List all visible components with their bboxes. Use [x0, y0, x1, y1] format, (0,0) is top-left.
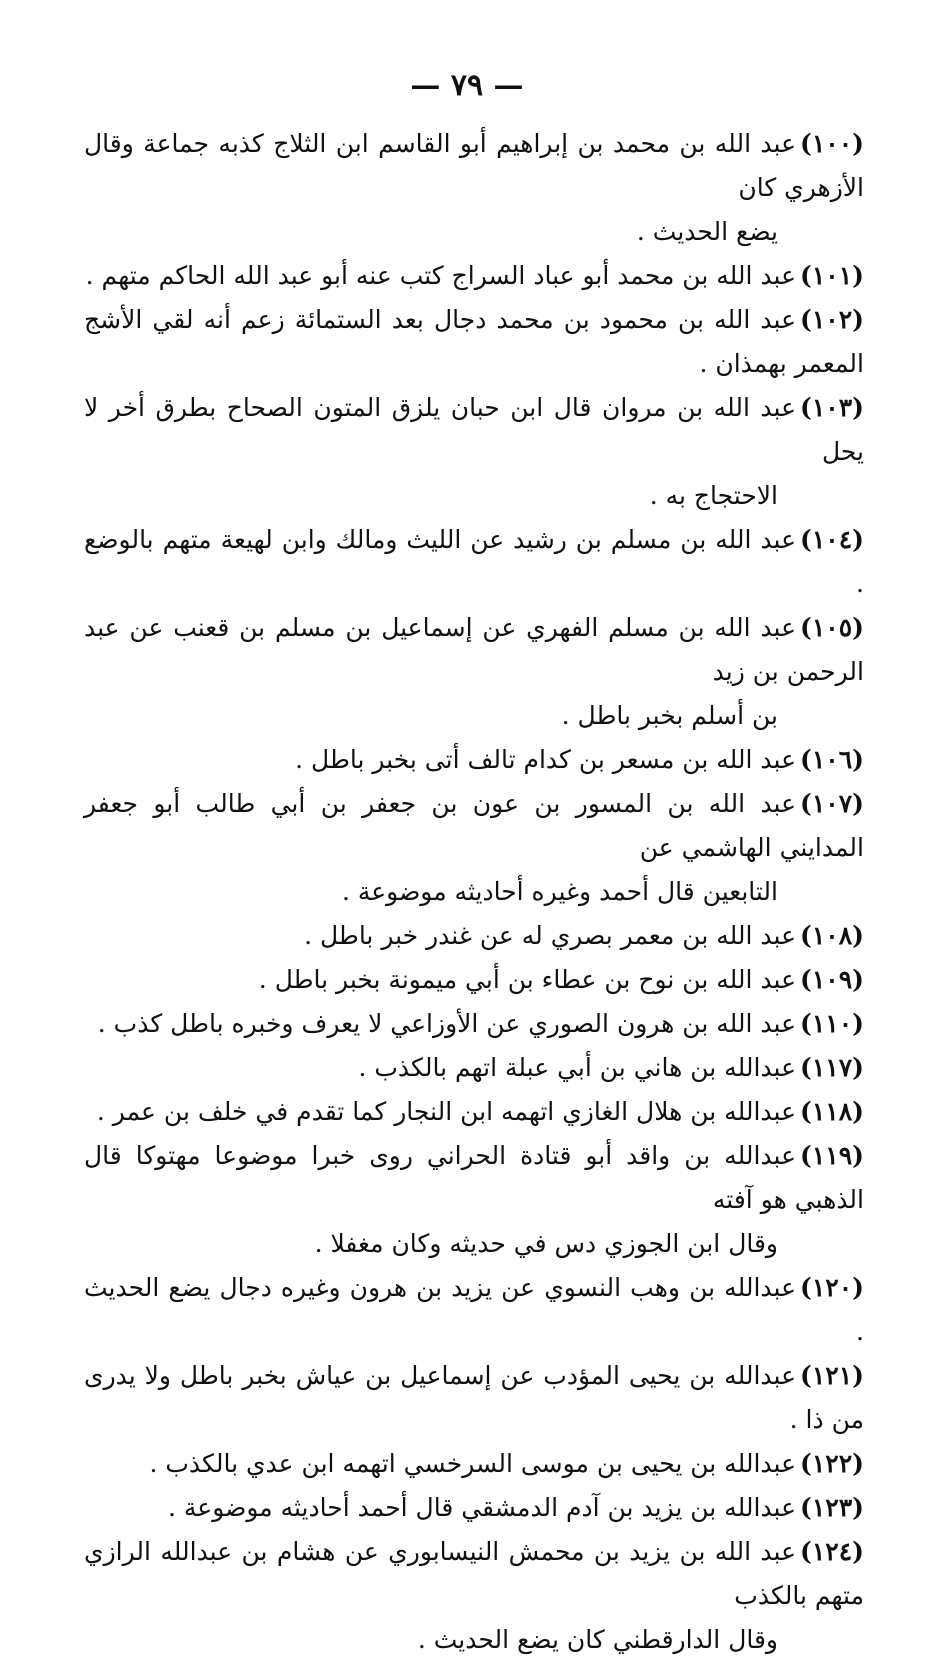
entry-104	[84, 518, 864, 606]
entry-continuation: وقال الدارقطني كان يضع الحديث .	[417, 1625, 778, 1654]
entry-119	[84, 1134, 864, 1266]
entry-109	[84, 958, 864, 1002]
entry-number: (١٠٥)	[800, 613, 864, 642]
entry-continuation: التابعين قال أحمد وغيره أحاديثه موضوعة .	[341, 877, 778, 906]
entry-117	[84, 1046, 864, 1090]
entry-number: (١٠١)	[800, 261, 864, 290]
entry-text: عبدالله بن وهب النسوي عن يزيد بن هرون وغيره دجال يضع الحديث .	[84, 1273, 864, 1346]
entry-number: (١٢١)	[800, 1361, 864, 1390]
entry-text: عبد الله بن محمد أبو عباد السراج كتب عنه أبو عبد الله الحاكم متهم .	[85, 261, 797, 290]
entry-number: (١٢٤)	[800, 1537, 864, 1566]
entry-text: عبدالله بن يزيد بن آدم الدمشقي قال أحمد أحاديثه موضوعة .	[168, 1493, 797, 1522]
page-number: — ٧٩ —	[410, 68, 524, 103]
entry-103	[84, 386, 864, 518]
entry-108	[84, 914, 864, 958]
entry-number: (١٠٦)	[800, 745, 864, 774]
entry-number: (١٠٣)	[800, 393, 864, 422]
entry-text: عبد الله بن مروان قال ابن حبان يلزق المتون الصحاح بطرق أخر لا يحل	[84, 393, 864, 466]
entry-text: عبد الله بن مسعر بن كدام تالف أتى بخبر باطل .	[295, 745, 797, 774]
entry-text: عبدالله بن واقد أبو قتادة الحراني روى خبرا موضوعا مهتوكا قال الذهبي هو آفته	[84, 1141, 864, 1214]
entry-number: (١٠٢)	[800, 305, 864, 334]
entry-number: (١١٠)	[800, 1009, 864, 1038]
entry-number: (١٠٤)	[800, 525, 864, 554]
entry-123	[84, 1486, 864, 1530]
entry-text: عبد الله بن يزيد بن محمش النيسابوري عن هشام بن عبدالله الرازي متهم بالكذب	[84, 1537, 864, 1610]
entry-122	[84, 1442, 864, 1486]
entry-number: (١٢٢)	[800, 1449, 864, 1478]
entry-continuation: الاحتجاج به .	[649, 481, 778, 510]
entry-text: عبد الله بن هرون الصوري عن الأوزاعي لا يعرف وخبره باطل كذب .	[97, 1009, 797, 1038]
entry-number: (١٠٨)	[800, 921, 864, 950]
entry-110	[84, 1002, 864, 1046]
entry-text: عبد الله بن معمر بصري له عن غندر خبر باطل .	[304, 921, 797, 950]
entry-number: (١٠٠)	[800, 129, 864, 158]
entry-121	[84, 1354, 864, 1442]
entry-number: (١٢٠)	[800, 1273, 864, 1302]
entry-text: عبد الله بن محمد بن إبراهيم أبو القاسم ابن الثلاج كذبه جماعة وقال الأزهري كان	[84, 129, 864, 202]
entry-text: عبد الله بن نوح بن عطاء بن أبي ميمونة بخبر باطل .	[258, 965, 797, 994]
entry-text: عبدالله بن هلال الغازي اتهمه ابن النجار كما تقدم في خلف بن عمر .	[96, 1097, 797, 1126]
entry-120	[84, 1266, 864, 1354]
entry-text: عبدالله بن هاني بن أبي عبلة اتهم بالكذب .	[358, 1053, 797, 1082]
entry-number: (١٢٣)	[800, 1493, 864, 1522]
entry-102	[84, 298, 864, 386]
entry-continuation: وقال ابن الجوزي دس في حديثه وكان مغفلا .	[314, 1229, 778, 1258]
entry-number: (١٠٧)	[800, 789, 864, 818]
entry-105	[84, 606, 864, 738]
entry-101	[84, 254, 864, 298]
entries-list	[84, 122, 864, 1662]
entry-text: عبد الله بن المسور بن عون بن جعفر بن أبي طالب أبو جعفر المدايني الهاشمي عن	[84, 789, 864, 862]
entry-number: (١١٧)	[800, 1053, 864, 1082]
entry-text: عبد الله بن محمود بن محمد دجال بعد الستمائة زعم أنه لقي الأشج المعمر بهمذان .	[84, 305, 864, 378]
entry-text: عبدالله بن يحيى المؤدب عن إسماعيل بن عياش بخبر باطل ولا يدرى من ذا .	[84, 1361, 864, 1434]
entry-continuation: بن أسلم بخبر باطل .	[561, 701, 778, 730]
entry-107	[84, 782, 864, 914]
entry-124	[84, 1530, 864, 1662]
entry-number: (١١٩)	[800, 1141, 864, 1170]
entry-100	[84, 122, 864, 254]
entry-text: عبد الله بن مسلم بن رشيد عن الليث ومالك وابن لهيعة متهم بالوضع .	[84, 525, 864, 598]
entry-text: عبدالله بن يحيى بن موسى السرخسي اتهمه ابن عدي بالكذب .	[149, 1449, 797, 1478]
entry-text: عبد الله بن مسلم الفهري عن إسماعيل بن مسلم بن قعنب عن عبد الرحمن بن زيد	[84, 613, 864, 686]
entry-number: (١٠٩)	[800, 965, 864, 994]
entry-118	[84, 1090, 864, 1134]
entry-106	[84, 738, 864, 782]
entry-continuation: يضع الحديث .	[636, 217, 778, 246]
entry-number: (١١٨)	[800, 1097, 864, 1126]
